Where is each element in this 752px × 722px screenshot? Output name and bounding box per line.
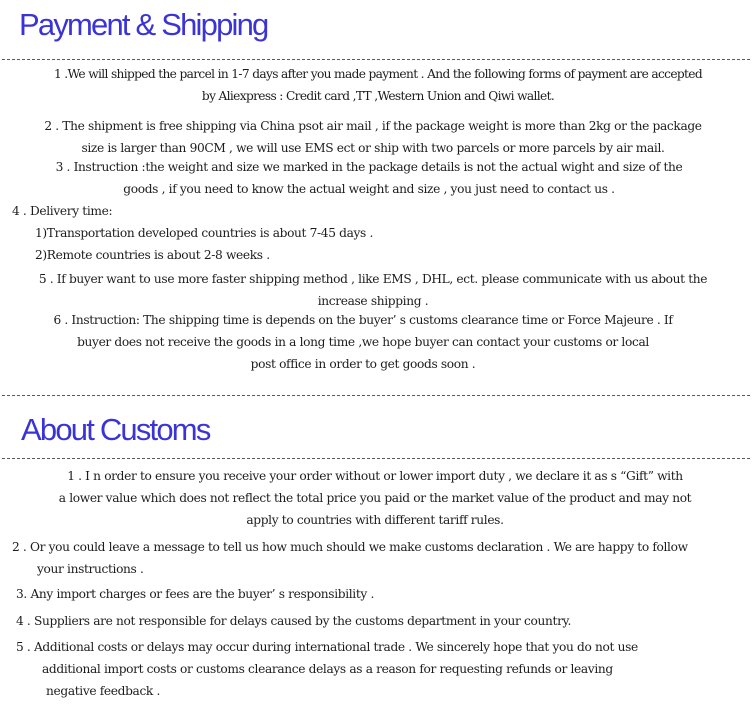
text-line: 4 . Delivery time: bbox=[12, 204, 113, 218]
payment-item-1 bbox=[8, 63, 748, 107]
text-line: apply to countries with different tariff rules. bbox=[246, 513, 504, 527]
customs-item-5 bbox=[16, 636, 638, 702]
text-line: 2 . Or you could leave a message to tell us how much should we make customs declaration . We are happy to follow bbox=[12, 540, 688, 554]
text-line: increase shipping . bbox=[317, 294, 429, 308]
customs-item-2 bbox=[12, 536, 688, 580]
text-line: 2 . The shipment is free shipping via China psot air mail , if the package weight is more than 2kg or the package bbox=[44, 119, 702, 133]
customs-item-3 bbox=[16, 583, 374, 605]
text-line: 6 . Instruction: The shipping time is depends on the buyer’ s customs clearance time or Force Majeure . If bbox=[53, 313, 673, 327]
text-line: 1 . I n order to ensure you receive your order without or lower import duty , we declare it as s “Gift” with bbox=[67, 469, 683, 483]
payment-item-4 bbox=[12, 200, 112, 222]
text-line: additional import costs or customs clearance delays as a reason for requesting refunds or leaving bbox=[42, 662, 613, 676]
payment-item-4a bbox=[35, 222, 373, 244]
text-line: 1)Transportation developed countries is about 7-45 days . bbox=[35, 226, 373, 240]
payment-shipping-heading: Payment & Shipping bbox=[19, 7, 268, 42]
text-line: 2)Remote countries is about 2-8 weeks . bbox=[35, 248, 270, 262]
customs-item-4 bbox=[16, 610, 571, 632]
text-line: 4 . Suppliers are not responsible for delays caused by the customs department in your country. bbox=[16, 614, 571, 628]
section-divider bbox=[2, 395, 750, 396]
text-line: 3. Any import charges or fees are the buyer’ s responsibility . bbox=[16, 587, 374, 601]
payment-item-3 bbox=[8, 156, 730, 200]
payment-item-6 bbox=[8, 309, 718, 375]
text-line: negative feedback . bbox=[46, 684, 161, 698]
text-line: buyer does not receive the goods in a long time ,we hope buyer can contact your customs or local bbox=[77, 335, 649, 349]
section-divider bbox=[2, 458, 750, 459]
text-line: 5 . If buyer want to use more faster shipping method , like EMS , DHL, ect. please communicate with us about the bbox=[38, 272, 708, 286]
text-line: 5 . Additional costs or delays may occur during international trade . We sincerely hope that you do not use bbox=[16, 640, 638, 654]
text-line: size is larger than 90CM , we will use EMS ect or ship with two parcels or more parcels by air mail. bbox=[81, 141, 665, 155]
payment-item-2 bbox=[8, 115, 738, 159]
text-line: post office in order to get goods soon . bbox=[250, 357, 476, 371]
customs-item-1 bbox=[8, 465, 742, 531]
text-line: your instructions . bbox=[37, 562, 144, 576]
text-line: a lower value which does not reflect the total price you paid or the market value of the product and may not bbox=[58, 491, 692, 505]
about-customs-heading: About Customs bbox=[21, 412, 210, 447]
payment-item-4b bbox=[35, 244, 270, 266]
text-line: goods , if you need to know the actual weight and size , you just need to contact us . bbox=[123, 182, 615, 196]
text-line: 1 .We will shipped the parcel in 1-7 days after you made payment . And the following forms of payment are accepted bbox=[53, 67, 703, 81]
text-line: 3 . Instruction :the weight and size we marked in the package details is not the actual wight and size of the bbox=[55, 160, 683, 174]
payment-item-5 bbox=[8, 268, 738, 312]
section-divider bbox=[2, 59, 750, 60]
text-line: by Aliexpress : Credit card ,TT ,Western Union and Qiwi wallet. bbox=[201, 89, 555, 103]
